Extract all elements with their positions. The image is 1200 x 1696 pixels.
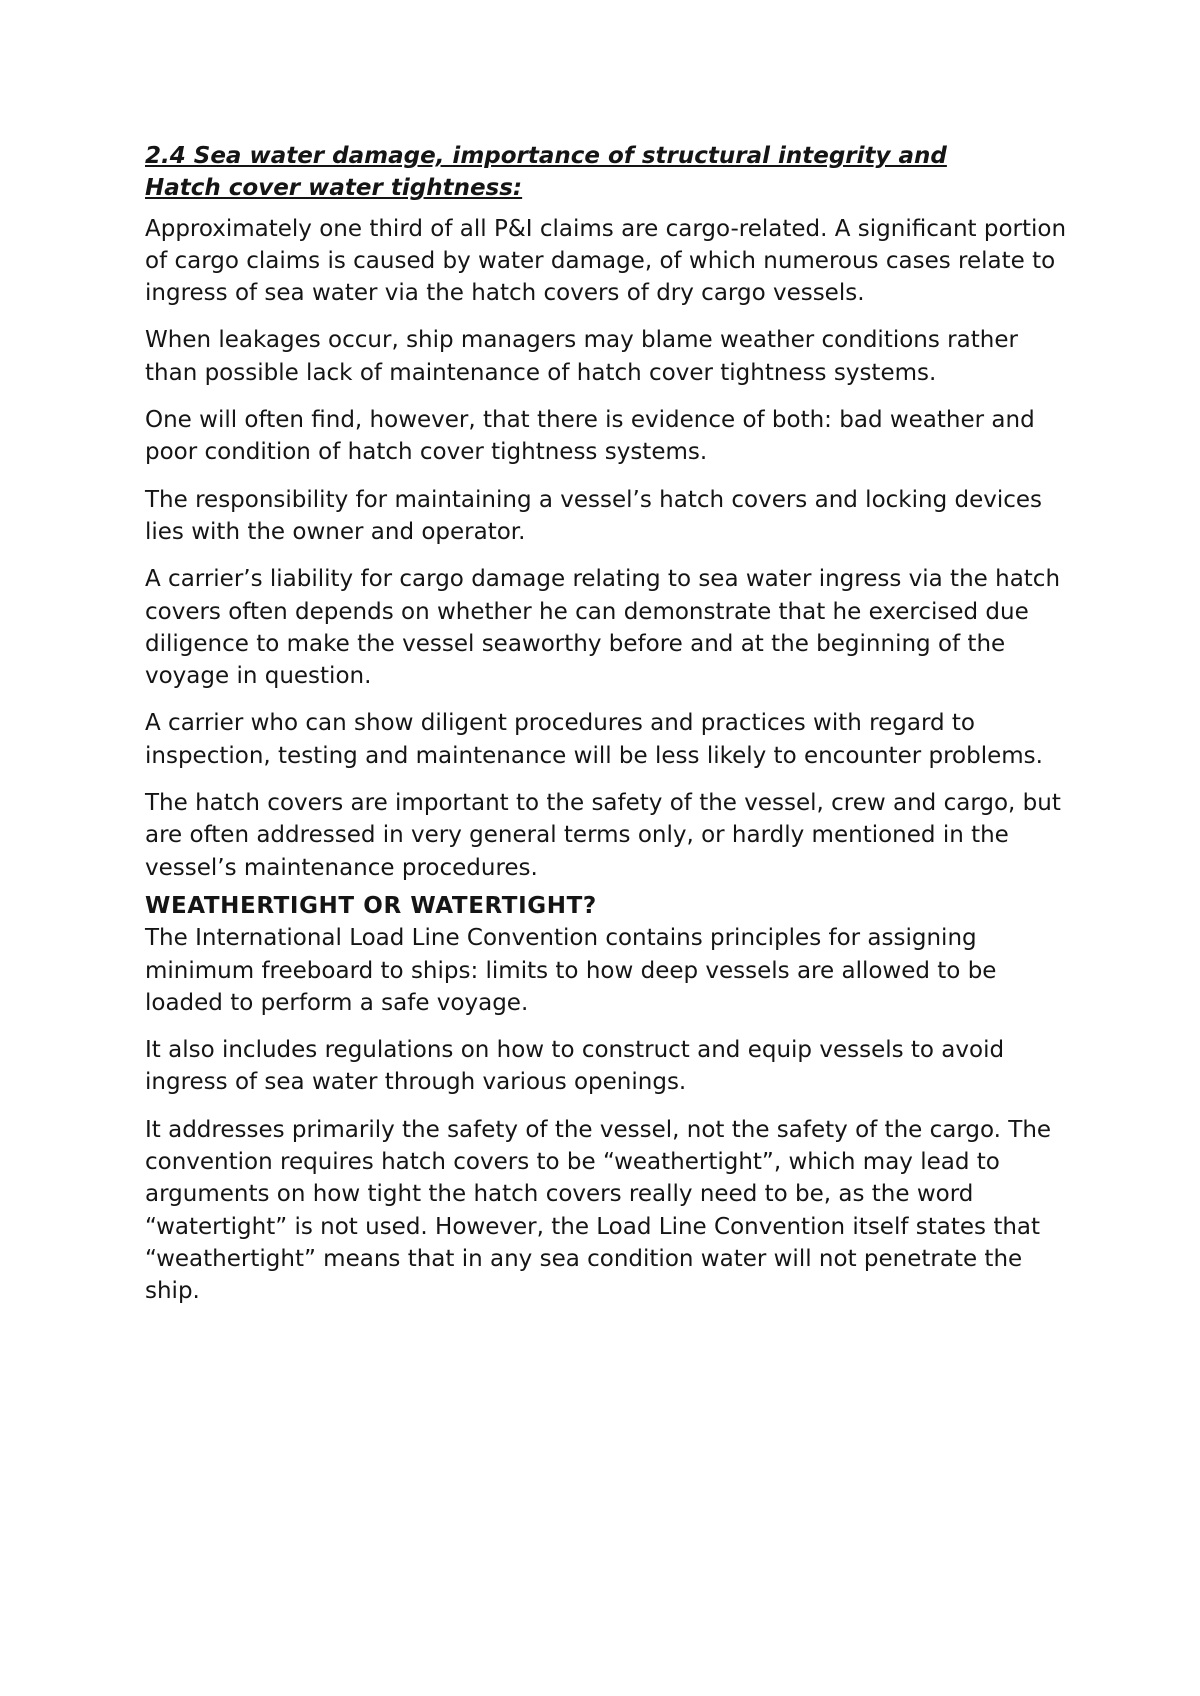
paragraph-load-line-convention: The International Load Line Convention contains principles for assigning minimum freeboard to ships: limits to how deep vessels are allowed to be loaded to perform a safe voyage.	[145, 925, 997, 1016]
paragraph-weathertight-definition: It addresses primarily the safety of the vessel, not the safety of the cargo. The convention requires hatch covers to be “weathertight”, which may lead to arguments on how tight the hatch covers really need to be, as the word “watertight” is not used. However, the Load Line Convention itself states that “weathertight” means that in any sea condition water will not penetrate the ship.	[145, 1116, 1052, 1305]
paragraph-leakages: When leakages occur, ship managers may blame weather conditions rather than possible lack of maintenance of hatch cover tightness systems.	[145, 327, 1018, 386]
section-heading-line-2: Hatch cover water tightness:	[145, 175, 523, 202]
paragraph-carrier-liability: A carrier’s liability for cargo damage relating to sea water ingress via the hatch covers often depends on whether he can demonstrate that he exercised due diligence to make the vessel seaworthy before and at the beginning of the voyage in question.	[145, 566, 1061, 690]
paragraph-hatch-cover-safety: The hatch covers are important to the safety of the vessel, crew and cargo, but are often addressed in very general terms only, or hardly mentioned in the vessel’s maintenance procedures.	[145, 790, 1061, 881]
paragraph-diligent-procedures: A carrier who can show diligent procedures and practices with regard to inspection, testing and maintenance will be less likely to encounter problems.	[145, 710, 1043, 769]
paragraph-responsibility: The responsibility for maintaining a vessel’s hatch covers and locking devices lies with the owner and operator.	[145, 486, 1043, 545]
section-heading	[145, 140, 1075, 205]
paragraph-evidence: One will often find, however, that there is evidence of both: bad weather and poor condition of hatch cover tightness systems.	[145, 407, 1035, 466]
section-heading-line-1: 2.4 Sea water damage, importance of structural integrity and	[145, 143, 947, 169]
document-page	[145, 140, 1075, 1323]
paragraph-regulations: It also includes regulations on how to construct and equip vessels to avoid ingress of sea water through various openings.	[145, 1037, 1005, 1096]
subheading-weathertight: WEATHERTIGHT OR WATERTIGHT?	[145, 892, 597, 919]
paragraph-cargo-claims: Approximately one third of all P&I claims are cargo-related. A significant portion of cargo claims is caused by water damage, of which numerous cases relate to ingress of sea water via the hatch covers of dry cargo vessels.	[145, 215, 1067, 307]
